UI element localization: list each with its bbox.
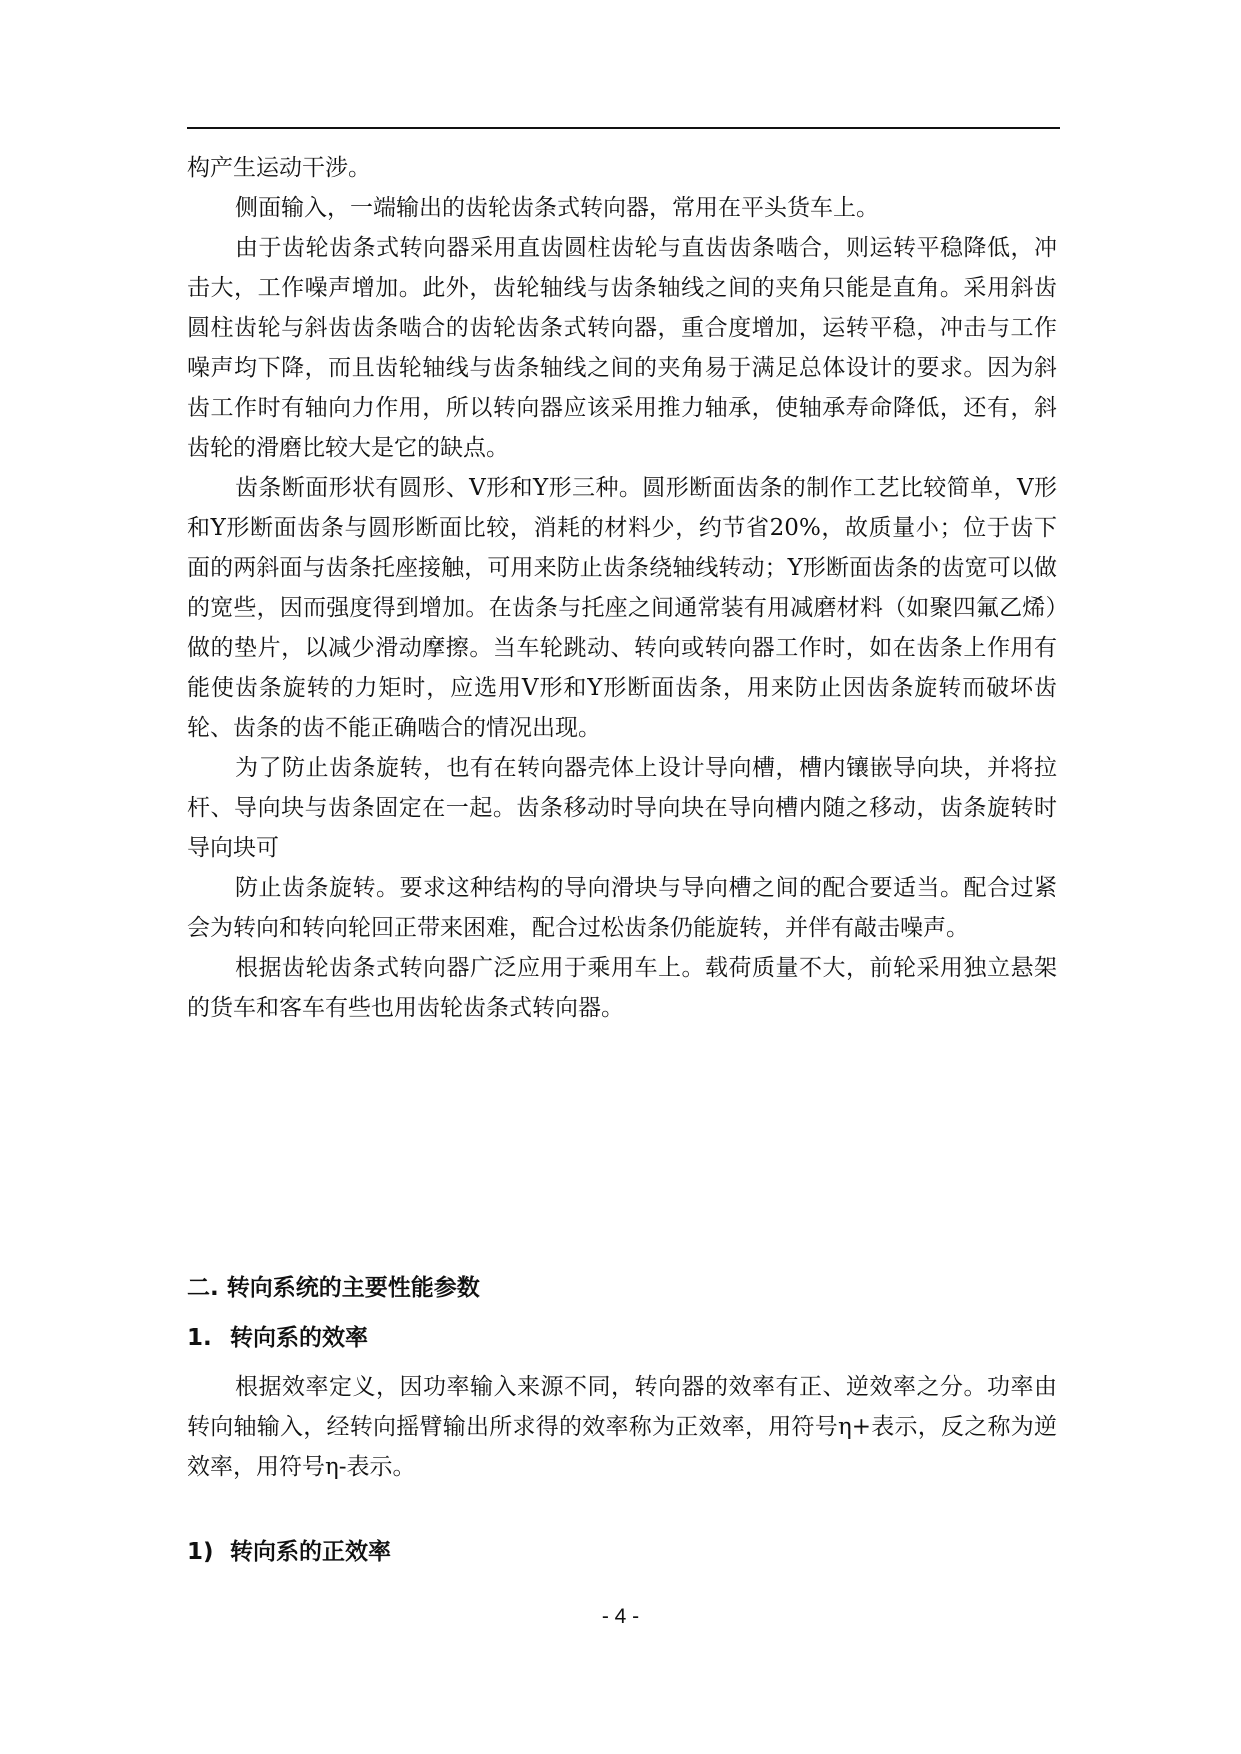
header-rule (187, 127, 1060, 129)
subsubsection-number: 1) (187, 1539, 214, 1565)
subsubsection-title: 转向系的正效率 (230, 1539, 391, 1565)
subsection-heading (187, 1323, 368, 1353)
paragraph-guide-fit: 防止齿条旋转。要求这种结构的导向滑块与导向槽之间的配合要适当。配合过紧会为转向和转向轮回正带来困难，配合过松齿条仍能旋转，并伴有敲击噪声。 (187, 875, 1057, 941)
body-text (187, 148, 1057, 1028)
paragraph-application: 根据齿轮齿条式转向器广泛应用于乘用车上。载荷质量不大，前轮采用独立悬架的货车和客车有些也用齿轮齿条式转向器。 (187, 955, 1057, 1021)
paragraph-side-input: 侧面输入，一端输出的齿轮齿条式转向器，常用在平头货车上。 (235, 195, 879, 221)
paragraph-efficiency: 根据效率定义，因功率输入来源不同，转向器的效率有正、逆效率之分。功率由转向轴输入，经转向摇臂输出所求得的效率称为正效率，用符号η+表示，反之称为逆效率，用符号η-表示。 (187, 1374, 1057, 1480)
subsubsection-heading (187, 1537, 391, 1567)
paragraph-continuation: 构产生运动干涉。 (187, 155, 371, 181)
subsection-title: 转向系的效率 (230, 1325, 368, 1351)
paragraph-rack-section: 齿条断面形状有圆形、V形和Y形三种。圆形断面齿条的制作工艺比较简单，V形和Y形断面齿条与圆形断面比较，消耗的材料少，约节省20%，故质量小；位于齿下面的两斜面与齿条托座接触，可用来防止齿条绕轴线转动；Y形断面齿条的齿宽可以做的宽些，因而强度得到增加。在齿条与托座之间通常装有用减磨材料（如聚四氟乙烯）做的垫片，以减少滑动摩擦。当车轮跳动、转向或转向器工作时，如在齿条上作用有能使齿条旋转的力矩时，应选用V形和Y形断面齿条，用来防止因齿条旋转而破坏齿轮、齿条的齿不能正确啮合的情况出现。 (187, 475, 1057, 741)
subsection-number: 1. (187, 1325, 212, 1351)
paragraph-helical-gear: 由于齿轮齿条式转向器采用直齿圆柱齿轮与直齿齿条啮合，则运转平稳降低，冲击大，工作噪声增加。此外，齿轮轴线与齿条轴线之间的夹角只能是直角。采用斜齿圆柱齿轮与斜齿齿条啮合的齿轮齿条式转向器，重合度增加，运转平稳，冲击与工作噪声均下降，而且齿轮轴线与齿条轴线之间的夹角易于满足总体设计的要求。因为斜齿工作时有轴向力作用，所以转向器应该采用推力轴承，使轴承寿命降低，还有，斜齿轮的滑磨比较大是它的缺点。 (187, 235, 1057, 461)
paragraph-guide-groove: 为了防止齿条旋转，也有在转向器壳体上设计导向槽，槽内镶嵌导向块，并将拉杆、导向块与齿条固定在一起。齿条移动时导向块在导向槽内随之移动，齿条旋转时导向块可 (187, 755, 1057, 861)
section-heading: 二. 转向系统的主要性能参数 (187, 1275, 480, 1301)
page-number: - 4 - (601, 1605, 640, 1628)
